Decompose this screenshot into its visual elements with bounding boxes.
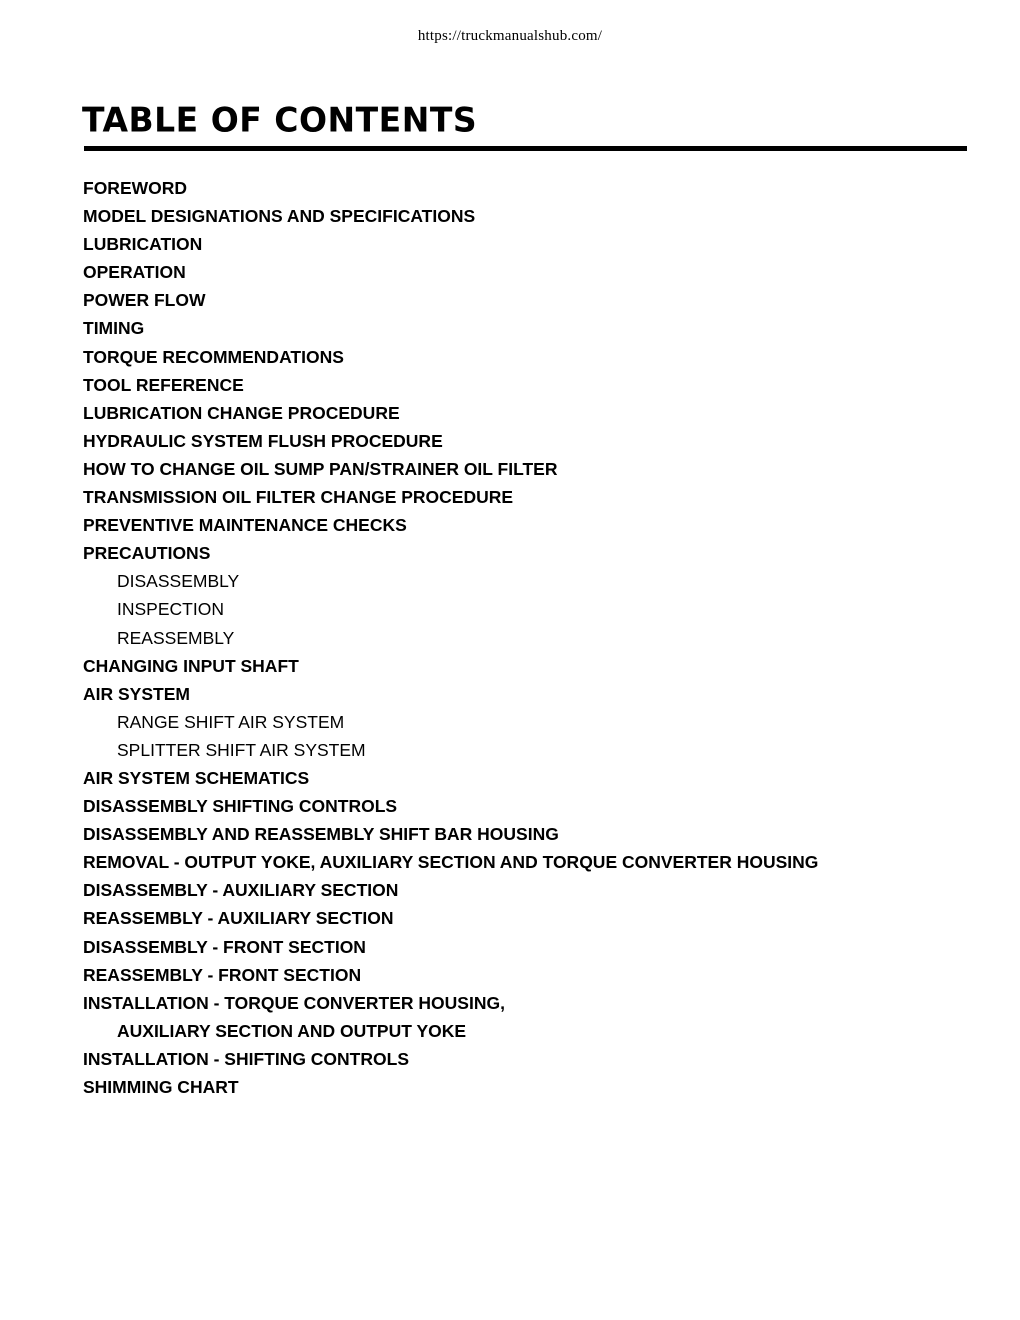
toc-entry[interactable]: SHIMMING CHART (83, 1077, 239, 1097)
toc-subentry[interactable]: DISASSEMBLY (117, 571, 240, 592)
toc-entry[interactable]: OPERATION (83, 262, 186, 283)
title-divider (84, 146, 967, 151)
toc-entry[interactable]: PREVENTIVE MAINTENANCE CHECKS (83, 515, 407, 536)
toc-entry[interactable]: DISASSEMBLY SHIFTING CONTROLS (83, 796, 398, 817)
toc-entry[interactable]: INSTALLATION - SHIFTING CONTROLS (83, 1048, 409, 1069)
toc-entry[interactable]: DISASSEMBLY AND REASSEMBLY SHIFT BAR HOUSING (83, 824, 559, 845)
toc-entry[interactable]: DISASSEMBLY - AUXILIARY SECTION (83, 880, 399, 901)
toc-entry[interactable]: AUXILIARY SECTION AND OUTPUT YOKE (117, 1020, 467, 1041)
page-title: TABLE OF CONTENTS (82, 100, 478, 140)
toc-entry[interactable]: INSTALLATION - TORQUE CONVERTER HOUSING, (83, 992, 505, 1013)
toc-subentry[interactable]: INSPECTION (117, 599, 224, 620)
site-url[interactable]: https://truckmanualshub.com/ (417, 28, 603, 44)
toc-entry[interactable]: REASSEMBLY - AUXILIARY SECTION (83, 908, 394, 929)
toc-subentry[interactable]: SPLITTER SHIFT AIR SYSTEM (117, 739, 366, 760)
toc-entry[interactable]: AIR SYSTEM SCHEMATICS (83, 767, 310, 788)
toc-entry[interactable]: AIR SYSTEM (83, 683, 190, 704)
toc-entry[interactable]: LUBRICATION (83, 234, 203, 255)
toc-entry[interactable]: REMOVAL - OUTPUT YOKE, AUXILIARY SECTION AND TORQUE CONVERTER HOUSING (83, 852, 819, 873)
toc-entry[interactable]: TIMING (83, 318, 145, 339)
toc-list (0, 176, 1020, 1103)
toc-entry[interactable]: TOOL REFERENCE (83, 374, 244, 395)
toc-entry[interactable]: PRECAUTIONS (83, 543, 211, 564)
toc-entry[interactable]: POWER FLOW (83, 290, 206, 311)
toc-entry[interactable]: DISASSEMBLY - FRONT SECTION (83, 936, 366, 957)
toc-entry[interactable]: HYDRAULIC SYSTEM FLUSH PROCEDURE (83, 430, 443, 451)
toc-entry[interactable]: MODEL DESIGNATIONS AND SPECIFICATIONS (83, 206, 476, 227)
toc-entry[interactable]: TRANSMISSION OIL FILTER CHANGE PROCEDURE (83, 487, 514, 508)
toc-entry[interactable]: TORQUE RECOMMENDATIONS (83, 346, 344, 367)
toc-entry[interactable]: CHANGING INPUT SHAFT (83, 655, 299, 676)
toc-entry[interactable]: LUBRICATION CHANGE PROCEDURE (83, 402, 400, 423)
toc-subentry[interactable]: REASSEMBLY (117, 627, 235, 648)
toc-entry[interactable]: FOREWORD (83, 178, 188, 198)
toc-entry[interactable]: HOW TO CHANGE OIL SUMP PAN/STRAINER OIL FILTER (83, 458, 558, 479)
toc-subentry[interactable]: RANGE SHIFT AIR SYSTEM (117, 711, 345, 732)
toc-entry[interactable]: REASSEMBLY - FRONT SECTION (83, 964, 362, 985)
